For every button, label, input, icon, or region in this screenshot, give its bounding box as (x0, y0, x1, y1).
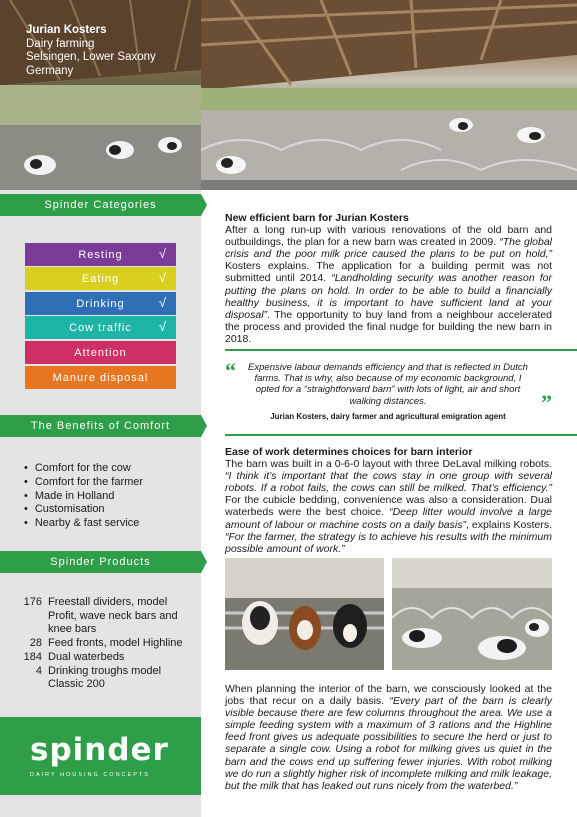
quote-open-icon: “ (225, 358, 236, 383)
check-icon: √ (158, 295, 167, 310)
logo-tagline: DAIRY HOUSING CONCEPTS (30, 772, 150, 778)
article-section-3 (225, 683, 552, 792)
products-list (18, 596, 196, 692)
list-item: • Made in Holland (24, 490, 143, 504)
quote-top-rule (225, 349, 577, 351)
farmer-occupation: Dairy farming (26, 37, 95, 50)
product-count: 28 (29, 637, 42, 650)
article-section-1 (225, 212, 552, 345)
check-icon: √ (158, 319, 167, 334)
article-paragraph: When planning the interior of the barn, we consciously looked at the jobs that recur on a daily basis. “Every part of the barn is clearly visible because there are few columns throughout the area. We use a simple feeding system with a maximum of 3 rations and the Highline feed front gives us adequate possibilities to secure the herd or just to separate a single cow. Using a robot for milking gives us quiet in the barn and the cows end up suffering fewer injuries. With robot milking we do run a slightly higher risk of incomplete milking and milk leakage, but the milk that has leaked out runs nicely from the waterbed.” (225, 683, 552, 792)
category-cow-traffic (25, 316, 176, 339)
category-label: Eating (81, 272, 120, 285)
cows-feed-fence-photo (225, 558, 384, 670)
product-count: 4 (35, 664, 42, 677)
category-attention (25, 341, 176, 364)
section-header-categories: Spinder Categories (0, 194, 201, 216)
category-eating (25, 267, 176, 290)
category-label: Drinking (76, 297, 125, 310)
barn-interior-illustration (201, 0, 577, 190)
pull-quote (225, 352, 552, 436)
list-item (18, 596, 196, 637)
product-name: Feed fronts, model Highline (48, 637, 183, 650)
barn-hero-image (201, 0, 577, 190)
list-item (18, 637, 196, 651)
list-item (18, 665, 196, 692)
cows-waterbed-photo (392, 558, 552, 670)
category-manure-disposal (25, 366, 176, 389)
quote-close-icon: ” (541, 390, 552, 415)
spinder-logo: spinder (30, 732, 169, 768)
category-label: Cow traffic (69, 321, 132, 334)
quote-author: Jurian Kosters, dairy farmer and agricultural emigration agent (270, 412, 506, 421)
list-item: • Comfort for the cow (24, 462, 143, 476)
category-drinking (25, 292, 176, 315)
list-item (18, 651, 196, 665)
category-label: Attention (74, 346, 127, 359)
product-name: Drinking troughs model Classic 200 (48, 664, 162, 691)
category-resting (25, 243, 176, 266)
farmer-country: Germany (26, 64, 74, 77)
check-icon: √ (158, 246, 167, 261)
section-header-benefits: The Benefits of Comfort (0, 415, 201, 437)
quote-text: Expensive labour demands efficiency and that is reflected in Dutch farms. That is why, also because of my economic background, I opted for a “straightforward barn” with lots of light, air and short walking distances. (248, 362, 528, 407)
check-icon: √ (158, 270, 167, 285)
article-paragraph: After a long run-up with various renovations of the old barn and outbuildings, the plan for a new barn was created in 2009. “The global crisis and the poor milk price caused the plans to be put on hold,” Kosters explains. The application for a building permit was not submitted until 2014. “Landholding security was another reason for putting the plans on hold. In order to be able to build a financially healthy business, it is important to have sufficient land at your disposal”. The opportunity to buy land from a neighbour accelerated the process and provided the final nudge for building the new barn in 2018. (225, 224, 553, 345)
cows-photo-illustration (225, 558, 384, 670)
farmer-name: Jurian Kosters (26, 24, 107, 36)
farmer-location: Selsingen, Lower Saxony (26, 51, 156, 63)
cows-lying-illustration (392, 558, 552, 670)
section-header-products: Spinder Products (0, 551, 201, 573)
category-label: Resting (78, 248, 123, 261)
list-item: • Nearby & fast service (24, 517, 143, 531)
category-label: Manure disposal (52, 371, 149, 384)
product-name: Freestall dividers, model Profit, wave neck bars and knee bars (48, 596, 178, 636)
farmer-photo (0, 0, 201, 190)
list-item: • Customisation (24, 503, 143, 517)
farmer-info (26, 24, 156, 78)
list-item: • Comfort for the farmer (24, 476, 143, 490)
benefits-list (24, 462, 143, 531)
article-paragraph: The barn was built in a 0-6-0 layout with three DeLaval milking robots. “I think it’s important that the cows stay in one group with several robots. If a robot fails, the cows can still be milked. That’s efficiency.” For the cubicle bedding, convenience was also a consideration. Dual waterbeds were the best choice. “Deep litter would involve a large amount of labour or machine costs on a daily basis”, explains Kosters. “For the farmer, the strategy is to achieve his results with the minimum possible amount of work.” (225, 458, 552, 555)
product-count: 176 (23, 596, 42, 608)
article-heading: Ease of work determines choices for barn interior (225, 446, 473, 458)
product-name: Dual waterbeds (48, 650, 125, 663)
article-heading: New efficient barn for Jurian Kosters (225, 212, 409, 224)
article-section-2 (225, 446, 552, 555)
product-count: 184 (23, 650, 42, 663)
